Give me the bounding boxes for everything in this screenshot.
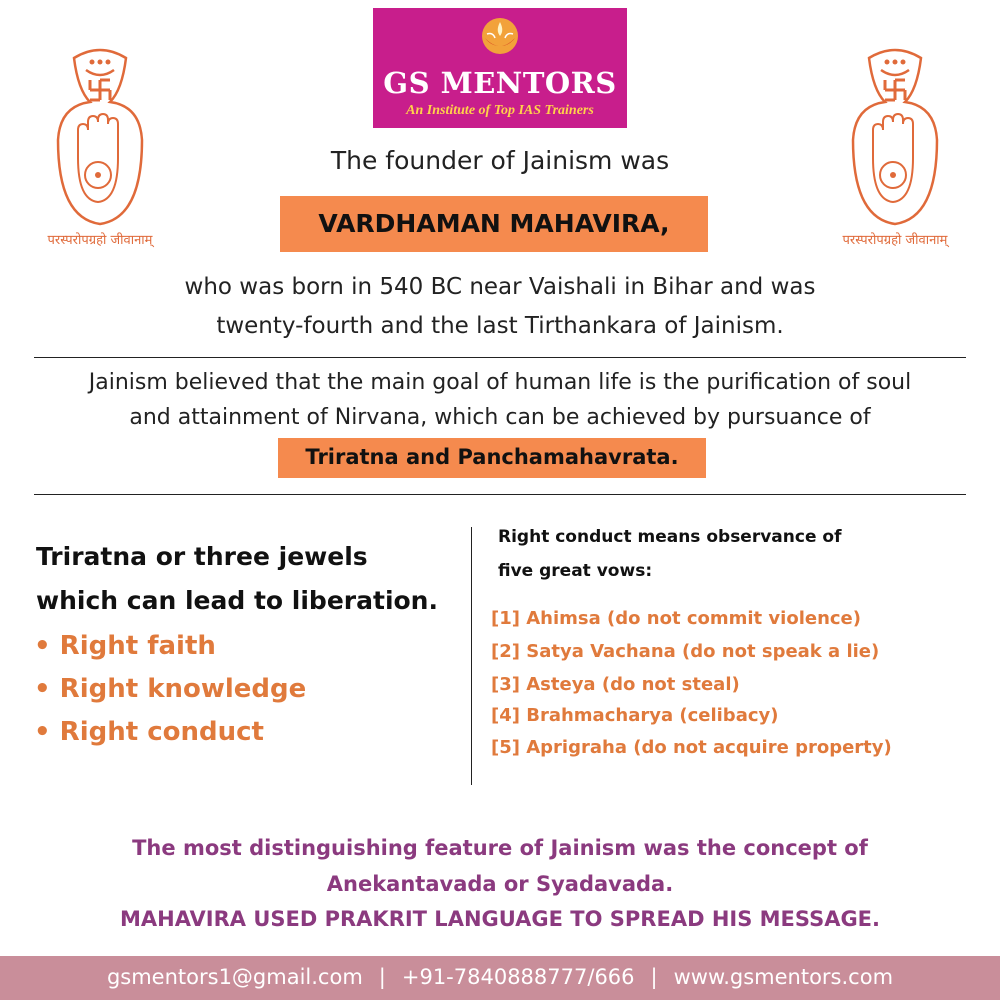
- closing-line-3: MAHAVIRA USED PRAKRIT LANGUAGE TO SPREAD HIS MESSAGE.: [119, 907, 881, 931]
- triratna-highlight: [278, 438, 706, 478]
- founder-name-highlight: [280, 196, 708, 252]
- birth-info-line-2: twenty-fourth and the last Tirthankara of Jainism.: [216, 313, 784, 339]
- belief-line-1: Jainism believed that the main goal of human life is the purification of soul: [88, 370, 912, 395]
- column-divider: [471, 527, 472, 785]
- triratna-heading-line-2: which can lead to liberation.: [36, 586, 438, 615]
- jain-symbol-icon: [825, 40, 965, 230]
- founder-name: VARDHAMAN MAHAVIRA,: [318, 209, 670, 238]
- jewel-item: • Right conduct: [34, 717, 264, 747]
- triratna-highlight-text: Triratna and Panchamahavrata.: [305, 445, 679, 469]
- birth-info-line-1: who was born in 540 BC near Vaishali in Bihar and was: [184, 274, 816, 300]
- vow-item: [1] Ahimsa (do not commit violence): [491, 608, 861, 629]
- jewel-item: • Right knowledge: [34, 674, 307, 704]
- brand-tagline: An Institute of Top IAS Trainers: [406, 103, 594, 118]
- footer-separator: |: [650, 965, 658, 989]
- contact-footer: [0, 956, 1000, 1000]
- footer-email[interactable]: gsmentors1@gmail.com: [106, 965, 363, 989]
- vows-heading-line-1: Right conduct means observance of: [498, 527, 842, 547]
- closing-line-1: The most distinguishing feature of Jainism was the concept of: [132, 836, 868, 860]
- emblem-caption: परस्परोपग्रहो जीवानाम्: [842, 233, 948, 248]
- brand-name: GS MENTORS: [383, 66, 617, 100]
- footer-phone[interactable]: +91-7840888777/666: [401, 965, 635, 989]
- vow-item: [5] Aprigraha (do not acquire property): [491, 737, 892, 758]
- triratna-heading-line-1: Triratna or three jewels: [36, 542, 368, 571]
- belief-line-2: and attainment of Nirvana, which can be achieved by pursuance of: [129, 405, 871, 430]
- jewel-item: • Right faith: [34, 631, 216, 661]
- vow-item: [4] Brahmacharya (celibacy): [491, 705, 779, 726]
- founder-intro: The founder of Jainism was: [330, 146, 670, 175]
- footer-website[interactable]: www.gsmentors.com: [673, 965, 894, 989]
- brand-logo: [373, 8, 627, 128]
- emblem-caption: परस्परोपग्रहो जीवानाम्: [47, 233, 153, 248]
- vows-heading-line-2: five great vows:: [498, 561, 653, 581]
- divider-top: [34, 357, 966, 358]
- vow-item: [2] Satya Vachana (do not speak a lie): [491, 641, 880, 662]
- jain-symbol-icon: [30, 40, 170, 230]
- diya-hands-icon: [479, 16, 521, 56]
- footer-separator: |: [378, 965, 386, 989]
- divider-middle: [34, 494, 966, 495]
- vow-item: [3] Asteya (do not steal): [491, 674, 740, 695]
- closing-line-2: Anekantavada or Syadavada.: [326, 872, 674, 896]
- footer-contacts: [0, 965, 1000, 989]
